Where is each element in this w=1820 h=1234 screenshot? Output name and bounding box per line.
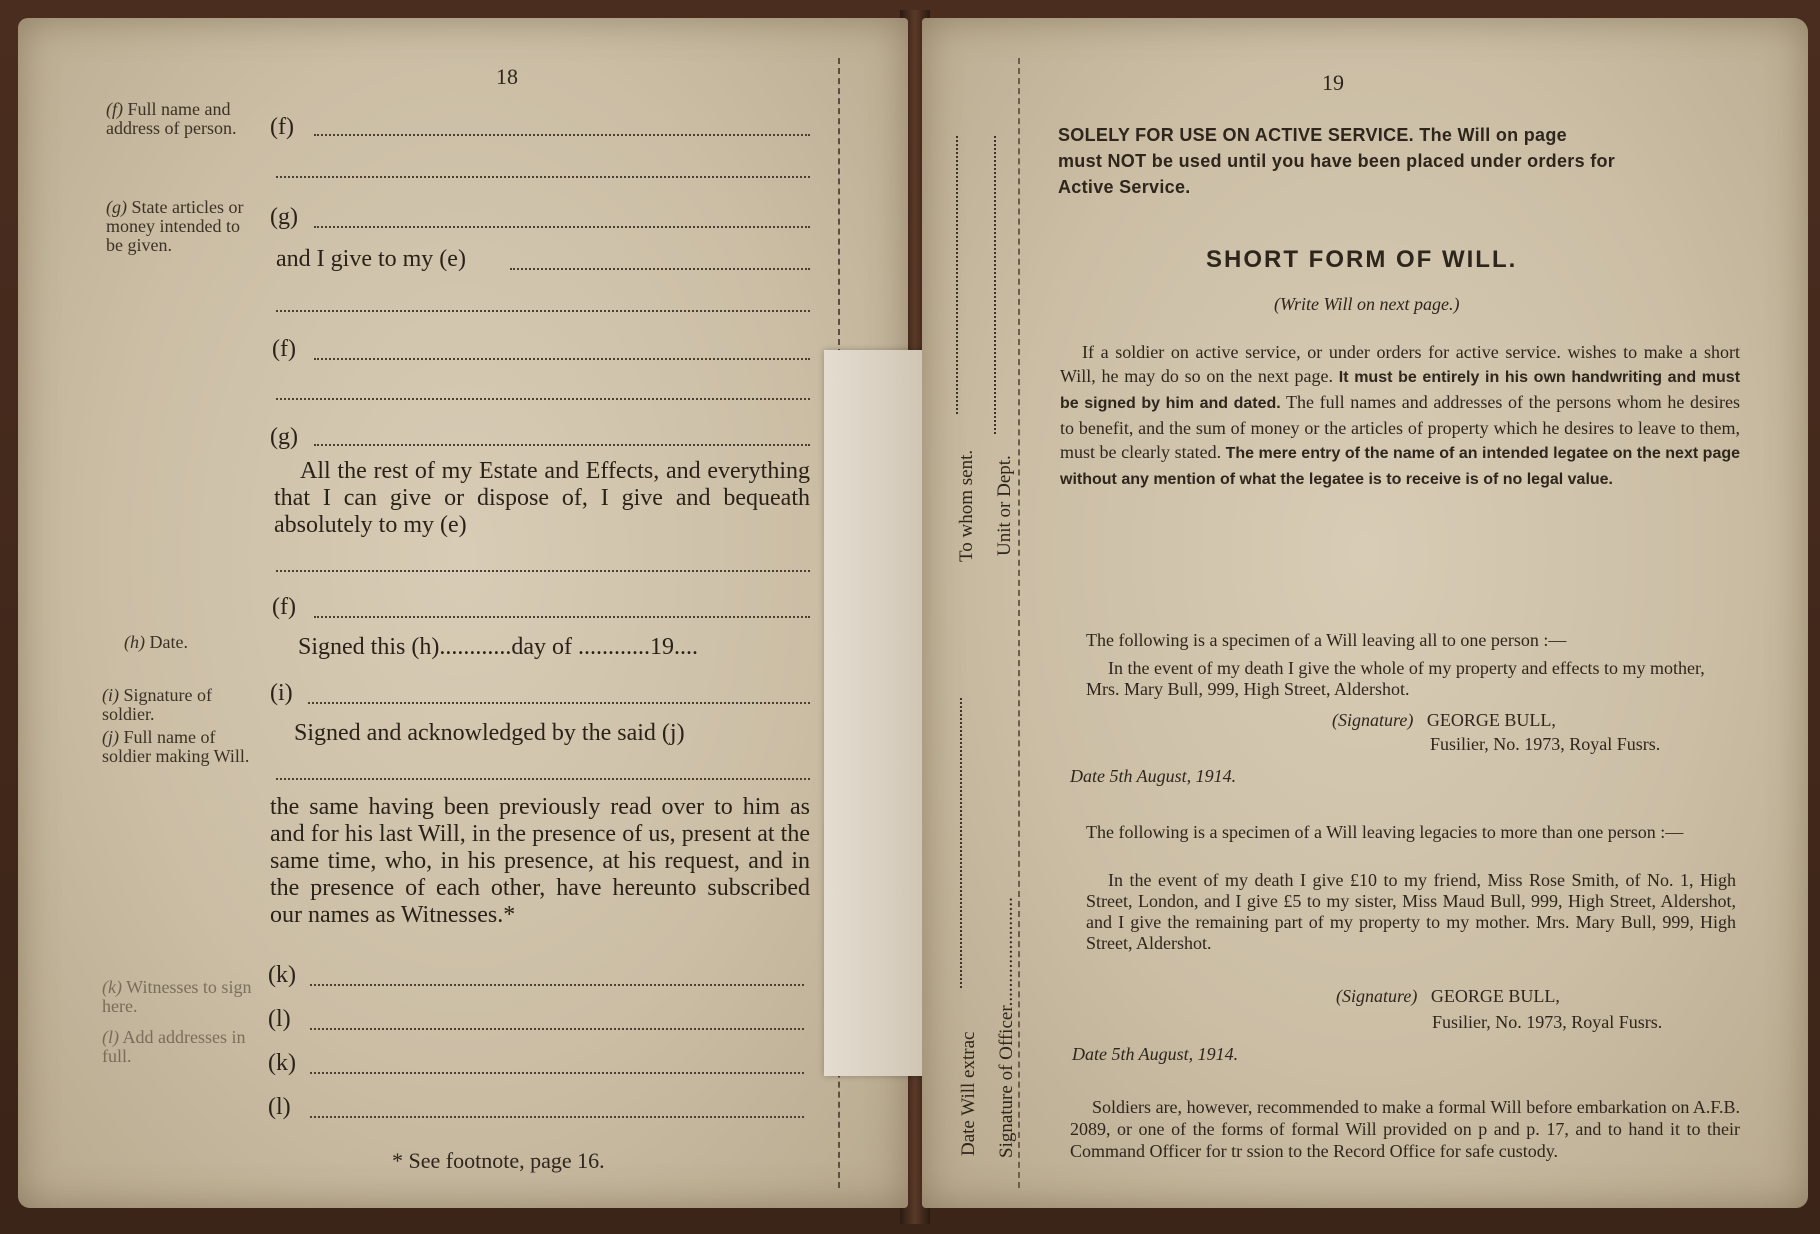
- specimen-two-text: In the event of my death I give £10 to my friend, Miss Rose Smith, of No. 1, High Street, London, and I give £5 to my sister, Miss Maud Bull, 999, High Street, Aldershot, and I give the remaining part of my property to my mother. Mrs. Mary Bull, 999, High Street, Aldershot.: [1086, 870, 1736, 953]
- line-f2-label: (f): [272, 336, 296, 362]
- line-give-to-field[interactable]: [510, 268, 810, 270]
- footnote-reference: * See footnote, page 16.: [392, 1148, 605, 1173]
- specimen-two-intro: The following is a specimen of a Will leaving legacies to more than one person :—: [1086, 822, 1684, 842]
- page-number-left: 18: [496, 64, 518, 89]
- line-i-label: (i): [270, 680, 293, 706]
- line-k1-field[interactable]: [310, 984, 804, 986]
- margin-note-l: (l) Add addresses in full.: [102, 1027, 246, 1066]
- line-j-field[interactable]: [276, 778, 810, 780]
- line-f3-label: (f): [272, 594, 296, 620]
- formal-will-recommendation: Soldiers are, however, recommended to make a formal Will before embarkation on A.F.B. 2089, or one of the forms of formal Will provided on p and p. 17, and to hand it to their Command Officer for tr ssion to the Record Office for safe custody.: [1070, 1097, 1740, 1161]
- line-i-field[interactable]: [308, 702, 810, 704]
- left-page: [18, 18, 908, 1208]
- line-give-to: and I give to my (e): [276, 246, 466, 272]
- to-whom-sent-label: To whom sent.: [956, 449, 977, 562]
- will-subtitle: (Write Will on next page.): [1274, 294, 1460, 314]
- line-l2-label: (l): [268, 1094, 291, 1120]
- line-l2-field[interactable]: [310, 1116, 804, 1118]
- specimen-two-signature: (Signature) GEORGE BULL,: [1336, 986, 1560, 1006]
- counterfoil-perforation: [1018, 58, 1020, 1188]
- margin-note-j: (j) Full name of soldier making Will.: [102, 727, 250, 766]
- margin-note-g: (g) State articles or money intended to be given.: [106, 197, 244, 255]
- will-title: SHORT FORM OF WILL.: [1206, 246, 1518, 273]
- rest-of-estate-clause: All the rest of my Estate and Effects, and everything that I can give or dispose of, I give and bequeath absolutely to my (e): [274, 458, 810, 538]
- margin-note-k: (k) Witnesses to sign here.: [102, 977, 252, 1016]
- unit-or-dept-field[interactable]: [994, 136, 996, 434]
- line-l1-label: (l): [268, 1006, 291, 1032]
- right-page: [922, 18, 1808, 1208]
- to-whom-sent-field[interactable]: [956, 136, 958, 414]
- specimen-one-date: Date 5th August, 1914.: [1070, 766, 1237, 786]
- signature-of-officer-label: Signature of Officer.......................: [996, 897, 1017, 1158]
- active-service-notice: SOLELY FOR USE ON ACTIVE SERVICE. The Will on page must NOT be used until you have been placed under orders for Active Service.: [1058, 125, 1616, 197]
- line-l1-field[interactable]: [310, 1028, 804, 1030]
- margin-note-i: (i) Signature of soldier.: [102, 685, 212, 724]
- line-f1-field[interactable]: [314, 134, 810, 136]
- witness-clause: the same having been previously read over to him as and for his last Will, in the presence of us, present at the same time, who, in his presence, at his request, and in the presence of each other, have hereunto subscribed our names as Witnesses.*: [270, 794, 810, 928]
- specimen-two-rank: Fusilier, No. 1973, Royal Fusrs.: [1432, 1012, 1663, 1032]
- line-k2-label: (k): [268, 1050, 296, 1076]
- specimen-one-text: In the event of my death I give the whole of my property and effects to my mother, Mrs. Mary Bull, 999, High Street, Aldershot.: [1086, 658, 1705, 699]
- signed-date-line: Signed this (h)............day of ............19....: [298, 634, 698, 660]
- will-instructions: If a soldier on active service, or under orders for active service. wishes to make a short Will, he may do so on the next page. It must be entirely in his own handwriting and must be signed by him and dated. The full names and addresses of the persons whom he desires to benefit, and the sum of money or the articles of property which he desires to leave to them, must be clearly stated. The mere entry of the name of an intended legatee on the next page without any mention of what the legatee is to receive is of no legal value.: [1060, 342, 1741, 488]
- line-f2-field[interactable]: [314, 358, 810, 360]
- specimen-one-rank: Fusilier, No. 1973, Royal Fusrs.: [1430, 734, 1661, 754]
- specimen-one-signature: (Signature) GEORGE BULL,: [1332, 710, 1556, 730]
- line-f1-label: (f): [270, 114, 294, 140]
- acknowledged-line: Signed and acknowledged by the said (j): [294, 720, 685, 746]
- unit-or-dept-label: Unit or Dept.: [994, 455, 1015, 556]
- margin-note-h: (h) Date.: [124, 632, 188, 652]
- date-will-extracted-label: Date Will extrac: [958, 1031, 979, 1156]
- line-k2-field[interactable]: [310, 1072, 804, 1074]
- margin-note-f: (f) Full name and address of person.: [106, 99, 237, 138]
- line-f2-field-2[interactable]: [276, 398, 810, 400]
- line-g2-field[interactable]: [314, 444, 810, 446]
- page-number-right: 19: [1322, 70, 1344, 95]
- line-k1-label: (k): [268, 962, 296, 988]
- line-rest-field[interactable]: [276, 570, 810, 572]
- specimen-one-intro: The following is a specimen of a Will leaving all to one person :—: [1086, 630, 1567, 650]
- line-g1-field[interactable]: [314, 226, 810, 228]
- line-give-to-field-2[interactable]: [276, 310, 810, 312]
- line-address-field[interactable]: [276, 176, 810, 178]
- date-will-extracted-field[interactable]: [960, 698, 962, 988]
- line-f3-field[interactable]: [314, 616, 810, 618]
- line-g1-label: (g): [270, 204, 298, 230]
- line-g2-label: (g): [270, 424, 298, 450]
- specimen-two-date: Date 5th August, 1914.: [1072, 1044, 1239, 1064]
